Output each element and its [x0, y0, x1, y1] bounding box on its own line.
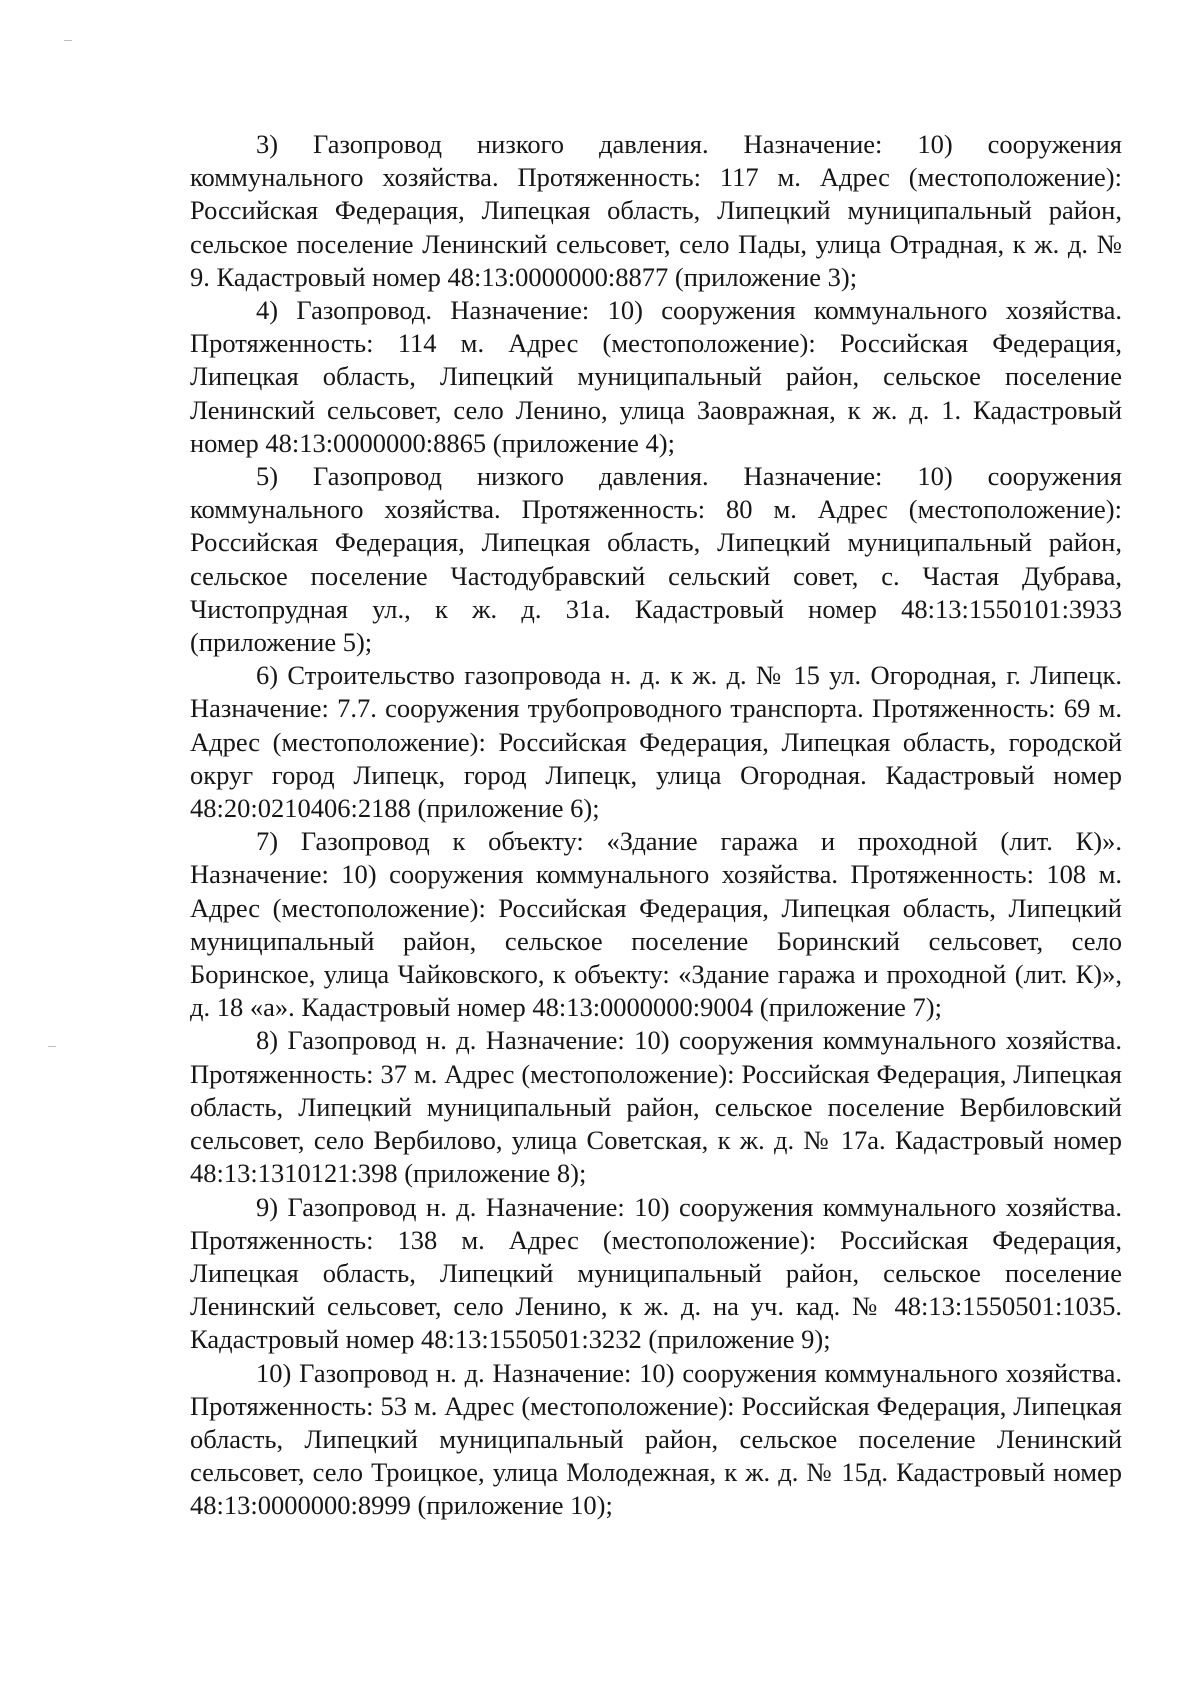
- list-item-4: 4) Газопровод. Назначение: 10) сооружения коммунального хозяйства. Протяженность: 114 м. Адрес (местоположение): Российская Федерация, Липецкая область, Липецкий муниципальный район, сельское поселение Ленинский сельсовет, село Ленино, улица Заовражная, к ж. д. 1. Кадастровый номер 48:13:0000000:8865 (приложение 4);: [190, 295, 1122, 458]
- list-item-8: 8) Газопровод н. д. Назначение: 10) сооружения коммунального хозяйства. Протяженность: 37 м. Адрес (местоположение): Российская Федерация, Липецкая область, Липецкий муниципальный район, сельское поселение Вербиловский сельсовет, село Вербилово, улица Советская, к ж. д. № 17а. Кадастровый номер 48:13:1310121:398 (приложение 8);: [190, 1025, 1122, 1189]
- scan-artifact: [64, 40, 72, 41]
- list-item-6: 6) Строительство газопровода н. д. к ж. д. № 15 ул. Огородная, г. Липецк. Назначение: 7.7. сооружения трубопроводного транспорта. Протяженность: 69 м. Адрес (местоположение): Российская Федерация, Липецкая область, городской округ город Липецк, город Липецк, улица Огородная. Кадастровый номер 48:20:0210406:2188 (приложение 6);: [190, 660, 1122, 824]
- list-item-3: 3) Газопровод низкого давления. Назначение: 10) сооружения коммунального хозяйства. Протяженность: 117 м. Адрес (местоположение): Российская Федерация, Липецкая область, Липецкий муниципальный район, сельское поселение Ленинский сельсовет, село Пады, улица Отрадная, к ж. д. № 9. Кадастровый номер 48:13:0000000:8877 (приложение 3);: [190, 129, 1122, 292]
- list-item-9: 9) Газопровод н. д. Назначение: 10) сооружения коммунального хозяйства. Протяженность: 138 м. Адрес (местоположение): Российская Федерация, Липецкая область, Липецкий муниципальный район, сельское поселение Ленинский сельсовет, село Ленино, к ж. д. на уч. кад. № 48:13:1550501:1035. Кадастровый номер 48:13:1550501:3232 (приложение 9);: [190, 1191, 1122, 1355]
- list-item-5: 5) Газопровод низкого давления. Назначение: 10) сооружения коммунального хозяйства. Протяженность: 80 м. Адрес (местоположение): Российская Федерация, Липецкая область, Липецкий муниципальный район, сельское поселение Частодубравский сельский совет, с. Частая Дубрава, Чистопрудная ул., к ж. д. 31а. Кадастровый номер 48:13:1550101:3933 (приложение 5);: [190, 461, 1122, 658]
- list-item-7: 7) Газопровод к объекту: «Здание гаража и проходной (лит. К)». Назначение: 10) сооружения коммунального хозяйства. Протяженность: 108 м. Адрес (местоположение): Российская Федерация, Липецкая область, Липецкий муниципальный район, сельское поселение Боринский сельсовет, село Боринское, улица Чайковского, к объекту: «Здание гаража и проходной (лит. К)», д. 18 «а». Кадастровый номер 48:13:0000000:9004 (приложение 7);: [190, 826, 1122, 1023]
- scan-artifact: [48, 1046, 56, 1047]
- list-item-10: 10) Газопровод н. д. Назначение: 10) сооружения коммунального хозяйства. Протяженность: 53 м. Адрес (местоположение): Российская Федерация, Липецкая область, Липецкий муниципальный район, сельское поселение Ленинский сельсовет, село Троицкое, улица Молодежная, к ж. д. № 15д. Кадастровый номер 48:13:0000000:8999 (приложение 10);: [190, 1357, 1122, 1521]
- document-body: [190, 128, 1122, 1523]
